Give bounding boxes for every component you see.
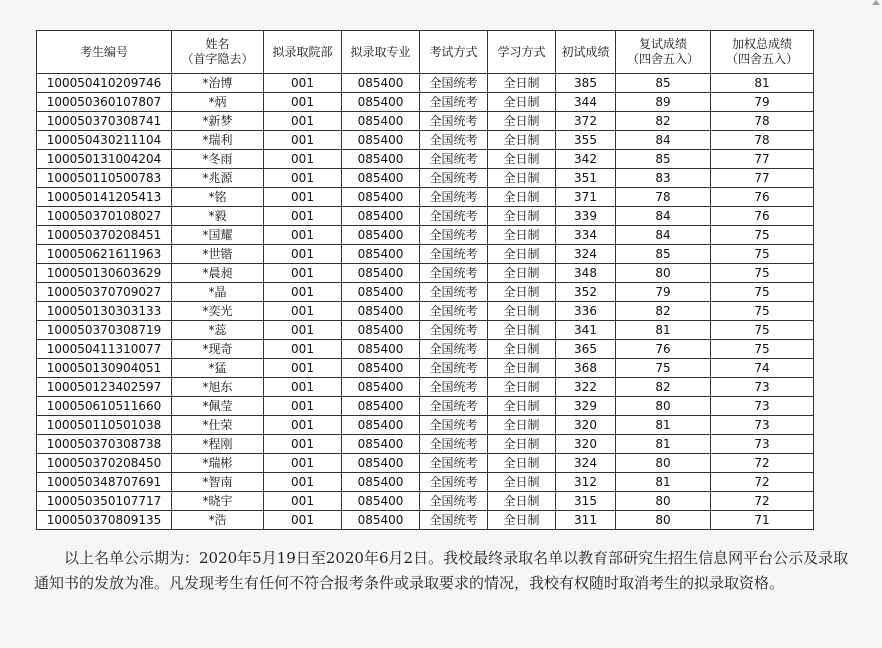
table-row [37,321,814,340]
table-row [37,264,814,283]
cell-initial-score: 371 [556,188,616,207]
cell-major: 085400 [342,131,420,150]
cell-candidate-id: 100050370809135 [37,511,172,530]
cell-initial-score: 322 [556,378,616,397]
cell-study-mode: 全日制 [488,112,556,131]
cell-major: 085400 [342,321,420,340]
cell-exam-type: 全国统考 [420,359,488,378]
cell-study-mode: 全日制 [488,150,556,169]
cell-study-mode: 全日制 [488,454,556,473]
cell-major: 085400 [342,473,420,492]
cell-department: 001 [264,188,342,207]
cell-department: 001 [264,321,342,340]
cell-retest-score: 84 [616,226,711,245]
cell-study-mode: 全日制 [488,207,556,226]
cell-weighted-score: 75 [711,302,814,321]
cell-exam-type: 全国统考 [420,283,488,302]
cell-department: 001 [264,378,342,397]
table-row [37,492,814,511]
cell-study-mode: 全日制 [488,359,556,378]
cell-department: 001 [264,74,342,93]
cell-study-mode: 全日制 [488,245,556,264]
cell-initial-score: 329 [556,397,616,416]
cell-major: 085400 [342,93,420,112]
cell-weighted-score: 78 [711,131,814,150]
cell-candidate-id: 100050130303133 [37,302,172,321]
table-row [37,188,814,207]
cell-name: *晓宇 [172,492,264,511]
cell-weighted-score: 75 [711,283,814,302]
cell-initial-score: 312 [556,473,616,492]
cell-study-mode: 全日制 [488,188,556,207]
cell-candidate-id: 100050350107717 [37,492,172,511]
cell-name: *晨昶 [172,264,264,283]
cell-retest-score: 82 [616,378,711,397]
cell-exam-type: 全国统考 [420,150,488,169]
cell-weighted-score: 78 [711,112,814,131]
header-major: 拟录取专业 [342,31,420,74]
table-row [37,435,814,454]
cell-candidate-id: 100050370308719 [37,321,172,340]
cell-major: 085400 [342,454,420,473]
cell-department: 001 [264,359,342,378]
cell-exam-type: 全国统考 [420,321,488,340]
cell-retest-score: 80 [616,264,711,283]
cell-weighted-score: 73 [711,397,814,416]
cell-candidate-id: 100050410209746 [37,74,172,93]
cell-study-mode: 全日制 [488,169,556,188]
table-row [37,397,814,416]
cell-initial-score: 368 [556,359,616,378]
table-body [37,74,814,530]
cell-department: 001 [264,397,342,416]
cell-major: 085400 [342,283,420,302]
cell-exam-type: 全国统考 [420,492,488,511]
cell-exam-type: 全国统考 [420,473,488,492]
cell-candidate-id: 100050110501038 [37,416,172,435]
cell-exam-type: 全国统考 [420,131,488,150]
cell-study-mode: 全日制 [488,74,556,93]
cell-department: 001 [264,283,342,302]
cell-retest-score: 75 [616,359,711,378]
cell-major: 085400 [342,340,420,359]
table-row [37,93,814,112]
cell-name: *兆源 [172,169,264,188]
cell-retest-score: 80 [616,492,711,511]
cell-department: 001 [264,226,342,245]
cell-retest-score: 84 [616,207,711,226]
cell-candidate-id: 100050130904051 [37,359,172,378]
cell-initial-score: 365 [556,340,616,359]
cell-retest-score: 81 [616,473,711,492]
cell-major: 085400 [342,416,420,435]
cell-department: 001 [264,473,342,492]
notice-text: 以上名单公示期为：2020年5月19日至2020年6月2日。我校最终录取名单以教育部研究生招生信息网平台公示及录取通知书的发放为准。凡发现考生有任何不符合报考条件或录取要求的情况，我校有权随时取消考生的拟录取资格。 [34,549,849,592]
header-row [37,31,814,74]
cell-initial-score: 339 [556,207,616,226]
table-row [37,131,814,150]
cell-exam-type: 全国统考 [420,340,488,359]
cell-department: 001 [264,511,342,530]
cell-department: 001 [264,435,342,454]
table-row [37,359,814,378]
cell-study-mode: 全日制 [488,435,556,454]
cell-exam-type: 全国统考 [420,74,488,93]
cell-department: 001 [264,169,342,188]
cell-department: 001 [264,131,342,150]
cell-major: 085400 [342,112,420,131]
cell-retest-score: 82 [616,302,711,321]
cell-weighted-score: 76 [711,188,814,207]
cell-department: 001 [264,492,342,511]
cell-weighted-score: 73 [711,416,814,435]
cell-initial-score: 351 [556,169,616,188]
table-row [37,283,814,302]
cell-study-mode: 全日制 [488,93,556,112]
cell-candidate-id: 100050370709027 [37,283,172,302]
cell-major: 085400 [342,492,420,511]
cell-candidate-id: 100050360107807 [37,93,172,112]
cell-exam-type: 全国统考 [420,416,488,435]
table-row [37,150,814,169]
header-retest-score: 复试成绩 （四舍五入） [616,31,711,74]
cell-name: *猛 [172,359,264,378]
cell-retest-score: 80 [616,397,711,416]
cell-weighted-score: 72 [711,454,814,473]
cell-retest-score: 84 [616,131,711,150]
table-row [37,245,814,264]
cell-initial-score: 320 [556,435,616,454]
admission-table [36,30,814,530]
cell-weighted-score: 81 [711,74,814,93]
cell-retest-score: 78 [616,188,711,207]
cell-exam-type: 全国统考 [420,435,488,454]
cell-major: 085400 [342,359,420,378]
cell-study-mode: 全日制 [488,378,556,397]
cell-name: *智南 [172,473,264,492]
cell-study-mode: 全日制 [488,473,556,492]
cell-initial-score: 344 [556,93,616,112]
cell-initial-score: 315 [556,492,616,511]
cell-name: *仕荣 [172,416,264,435]
cell-exam-type: 全国统考 [420,378,488,397]
header-initial-score: 初试成绩 [556,31,616,74]
cell-department: 001 [264,340,342,359]
cell-study-mode: 全日制 [488,283,556,302]
cell-weighted-score: 73 [711,435,814,454]
cell-major: 085400 [342,188,420,207]
cell-initial-score: 324 [556,245,616,264]
cell-major: 085400 [342,302,420,321]
cell-name: *冬雨 [172,150,264,169]
cell-name: *蕊 [172,321,264,340]
cell-candidate-id: 100050130603629 [37,264,172,283]
table-row [37,207,814,226]
cell-major: 085400 [342,207,420,226]
cell-department: 001 [264,245,342,264]
cell-retest-score: 85 [616,245,711,264]
cell-initial-score: 336 [556,302,616,321]
cell-weighted-score: 71 [711,511,814,530]
cell-study-mode: 全日制 [488,264,556,283]
cell-exam-type: 全国统考 [420,226,488,245]
cell-name: *铭 [172,188,264,207]
cell-retest-score: 82 [616,112,711,131]
cell-major: 085400 [342,397,420,416]
table-row [37,454,814,473]
cell-study-mode: 全日制 [488,321,556,340]
header-name: 姓名 （首字隐去） [172,31,264,74]
cell-major: 085400 [342,74,420,93]
cell-weighted-score: 73 [711,378,814,397]
cell-exam-type: 全国统考 [420,112,488,131]
cell-weighted-score: 75 [711,264,814,283]
cell-initial-score: 372 [556,112,616,131]
cell-candidate-id: 100050370208450 [37,454,172,473]
cell-exam-type: 全国统考 [420,245,488,264]
cell-retest-score: 76 [616,340,711,359]
table-row [37,340,814,359]
cell-name: *浩 [172,511,264,530]
cell-weighted-score: 75 [711,245,814,264]
table-row [37,302,814,321]
cell-initial-score: 311 [556,511,616,530]
cell-study-mode: 全日制 [488,416,556,435]
cell-weighted-score: 74 [711,359,814,378]
cell-exam-type: 全国统考 [420,397,488,416]
cell-name: *瑞彬 [172,454,264,473]
cell-department: 001 [264,207,342,226]
table-row [37,378,814,397]
cell-retest-score: 79 [616,283,711,302]
cell-major: 085400 [342,169,420,188]
cell-exam-type: 全国统考 [420,264,488,283]
cell-candidate-id: 100050131004204 [37,150,172,169]
table-row [37,511,814,530]
cell-exam-type: 全国统考 [420,207,488,226]
cell-initial-score: 324 [556,454,616,473]
cell-weighted-score: 72 [711,473,814,492]
cell-retest-score: 81 [616,416,711,435]
cell-name: *旭东 [172,378,264,397]
cell-major: 085400 [342,226,420,245]
cell-weighted-score: 79 [711,93,814,112]
cell-candidate-id: 100050411310077 [37,340,172,359]
cell-weighted-score: 75 [711,340,814,359]
header-weighted-score: 加权总成绩 （四舍五入） [711,31,814,74]
cell-initial-score: 342 [556,150,616,169]
scroll-up-arrow-icon[interactable] [872,0,880,5]
header-study-mode: 学习方式 [488,31,556,74]
cell-candidate-id: 100050621611963 [37,245,172,264]
cell-department: 001 [264,454,342,473]
cell-study-mode: 全日制 [488,492,556,511]
cell-study-mode: 全日制 [488,226,556,245]
cell-major: 085400 [342,264,420,283]
cell-initial-score: 348 [556,264,616,283]
cell-major: 085400 [342,511,420,530]
cell-exam-type: 全国统考 [420,188,488,207]
table-row [37,169,814,188]
cell-retest-score: 83 [616,169,711,188]
cell-retest-score: 81 [616,321,711,340]
cell-name: *佩莹 [172,397,264,416]
cell-name: *瑞利 [172,131,264,150]
cell-major: 085400 [342,245,420,264]
cell-candidate-id: 100050110500783 [37,169,172,188]
cell-name: *炳 [172,93,264,112]
cell-weighted-score: 77 [711,150,814,169]
cell-department: 001 [264,93,342,112]
table-row [37,112,814,131]
cell-exam-type: 全国统考 [420,511,488,530]
cell-study-mode: 全日制 [488,340,556,359]
cell-weighted-score: 77 [711,169,814,188]
cell-department: 001 [264,302,342,321]
cell-study-mode: 全日制 [488,511,556,530]
cell-candidate-id: 100050430211104 [37,131,172,150]
cell-study-mode: 全日制 [488,131,556,150]
cell-name: *程刚 [172,435,264,454]
cell-initial-score: 320 [556,416,616,435]
cell-exam-type: 全国统考 [420,302,488,321]
cell-major: 085400 [342,378,420,397]
cell-candidate-id: 100050610511660 [37,397,172,416]
cell-retest-score: 81 [616,435,711,454]
cell-weighted-score: 72 [711,492,814,511]
cell-retest-score: 85 [616,74,711,93]
cell-name: *国耀 [172,226,264,245]
cell-initial-score: 341 [556,321,616,340]
cell-candidate-id: 100050141205413 [37,188,172,207]
table-row [37,473,814,492]
cell-study-mode: 全日制 [488,302,556,321]
cell-name: *治博 [172,74,264,93]
cell-candidate-id: 100050370208451 [37,226,172,245]
cell-department: 001 [264,150,342,169]
cell-candidate-id: 100050370308741 [37,112,172,131]
cell-weighted-score: 75 [711,321,814,340]
scrollbar-top[interactable] [0,0,882,6]
cell-name: *现奇 [172,340,264,359]
cell-initial-score: 355 [556,131,616,150]
cell-department: 001 [264,112,342,131]
header-candidate-id: 考生编号 [37,31,172,74]
cell-study-mode: 全日制 [488,397,556,416]
notice-paragraph [34,546,854,596]
cell-retest-score: 80 [616,511,711,530]
cell-weighted-score: 75 [711,226,814,245]
cell-weighted-score: 76 [711,207,814,226]
cell-exam-type: 全国统考 [420,93,488,112]
cell-name: *世锴 [172,245,264,264]
table-row [37,416,814,435]
cell-department: 001 [264,416,342,435]
cell-candidate-id: 100050370108027 [37,207,172,226]
cell-name: *晶 [172,283,264,302]
cell-department: 001 [264,264,342,283]
cell-initial-score: 385 [556,74,616,93]
cell-retest-score: 89 [616,93,711,112]
cell-initial-score: 334 [556,226,616,245]
cell-candidate-id: 100050123402597 [37,378,172,397]
cell-major: 085400 [342,435,420,454]
cell-candidate-id: 100050348707691 [37,473,172,492]
cell-candidate-id: 100050370308738 [37,435,172,454]
table-row [37,74,814,93]
cell-major: 085400 [342,150,420,169]
cell-exam-type: 全国统考 [420,169,488,188]
cell-name: *新梦 [172,112,264,131]
table-row [37,226,814,245]
cell-initial-score: 352 [556,283,616,302]
cell-exam-type: 全国统考 [420,454,488,473]
cell-retest-score: 85 [616,150,711,169]
header-department: 拟录取院部 [264,31,342,74]
header-exam-type: 考试方式 [420,31,488,74]
cell-retest-score: 80 [616,454,711,473]
cell-name: *奕光 [172,302,264,321]
cell-name: *毅 [172,207,264,226]
